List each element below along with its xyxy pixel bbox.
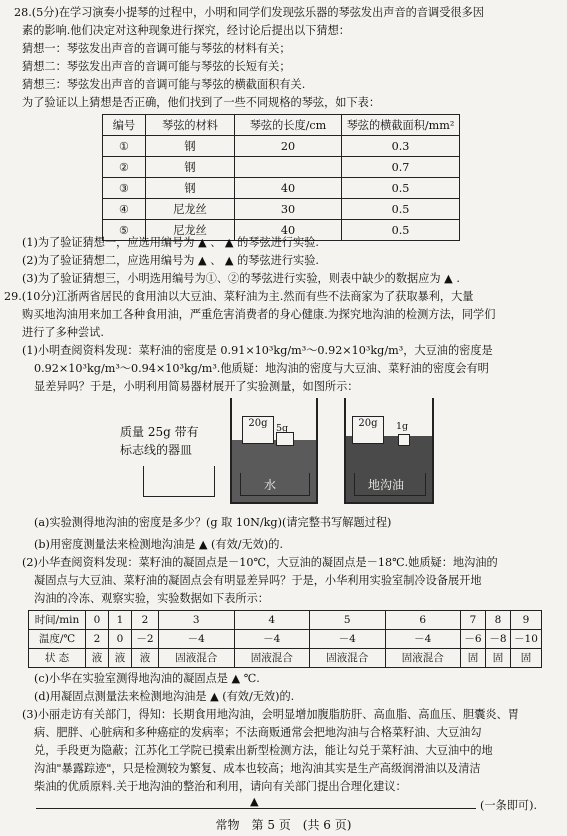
state-cell: 液: [86, 649, 109, 668]
cell-id: ①: [103, 136, 146, 157]
q28-line-2: 素的影响.他们决定对这种现象进行探究，经讨论后提出以下猜想：: [22, 24, 350, 37]
time-cell: 3: [159, 611, 235, 630]
col-header-length: 琴弦的长度/cm: [235, 115, 342, 136]
temp-cell: 2: [86, 630, 109, 649]
cell-id: ②: [103, 157, 146, 178]
q29-p3-line-c: 兑，手段更为隐蔽；江苏化工学院已摸索出新型检测方法，能让勾兑于菜籽油、大豆油中的地: [34, 744, 493, 757]
table-row: [103, 199, 460, 220]
state-cell: 液: [132, 649, 159, 668]
q28-hypothesis-2: 猜想二：琴弦发出声音的音调可能与琴弦的长短有关；: [22, 60, 291, 73]
q29-a: (a)实验测得地沟油的密度是多少？(g 取 10N/kg)(请完整书写解题过程): [34, 516, 392, 529]
cell-length: 40: [235, 178, 342, 199]
q29-p3-line-a: (3)小丽走访有关部门，得知：长期食用地沟油，会明显增加腹脂肪肝、高血脂、高血压、胆囊炎、胃: [22, 708, 519, 721]
water-label: 水: [264, 478, 277, 492]
cell-area: 0.3: [342, 136, 460, 157]
weight-20g-left-label: 20g: [248, 418, 268, 429]
time-cell: 9: [511, 611, 542, 630]
temp-cell: －2: [132, 630, 159, 649]
time-cell: 8: [486, 611, 511, 630]
q28-sub-2: (2)为了验证猜想二，应选用编号为 ▲ 、 ▲ 的琴弦进行实验.: [22, 254, 319, 267]
cell-id: ④: [103, 199, 146, 220]
weight-20g-right-label: 20g: [358, 418, 378, 429]
q29-p2-line-b: 凝固点与大豆油、菜籽油的凝固点会有明显差异吗？于是，小华利用实验室制冷设备展开地: [34, 574, 482, 587]
time-label: 时间/min: [29, 611, 86, 630]
q29-p2-line-a: (2)小华查阅资料发现：菜籽油的凝固点是－10℃，大豆油的凝固点是－18℃.她质疑：地沟油的: [22, 556, 498, 569]
temp-cell: －4: [159, 630, 235, 649]
temp-cell: 0: [109, 630, 132, 649]
cell-material: 钢: [146, 157, 235, 178]
state-cell: 固液混合: [234, 649, 310, 668]
col-header-material: 琴弦的材料: [146, 115, 235, 136]
time-row: [29, 611, 542, 630]
answer-suffix: (一条即可).: [480, 799, 538, 812]
cell-area: 0.5: [342, 178, 460, 199]
q29-p3-line-e: 柴油的优质原料.关于地沟油的整治和利用，请向有关部门提出合理化建议：: [34, 780, 407, 793]
cell-id: ③: [103, 178, 146, 199]
table-header-row: [103, 115, 460, 136]
q29-c: (c)小华在实验室测得地沟油的凝固点是 ▲ ℃.: [34, 672, 260, 685]
weight-20g-left: [242, 416, 274, 444]
cell-area: 0.7: [342, 157, 460, 178]
weight-20g-right: [352, 416, 384, 444]
state-cell: 固: [486, 649, 511, 668]
q28-line-6: 为了验证以上猜想是否正确，他们找到了一些不同规格的琴弦，如下表：: [22, 96, 381, 109]
cell-material: 尼龙丝: [146, 199, 235, 220]
state-label: 状 态: [29, 649, 86, 668]
freeze-data-table: [28, 610, 542, 668]
time-cell: 1: [109, 611, 132, 630]
table-row: [103, 178, 460, 199]
time-cell: 2: [132, 611, 159, 630]
cell-material: 钢: [146, 136, 235, 157]
temp-cell: －4: [385, 630, 461, 649]
oil-beaker: [344, 398, 434, 504]
cell-length: 30: [235, 199, 342, 220]
q29-p1-line-a: (1)小明查阅资料发现：菜籽油的密度是 0.91×10³kg/m³～0.92×10³kg/m³，大豆油的密度是: [22, 344, 493, 357]
q29-d: (d)用凝固点测量法来检测地沟油是 ▲ (有效/无效)的.: [34, 690, 295, 703]
q28-line-1: 28.(5分)在学习演奏小提琴的过程中，小明和同学们发现弦乐器的琴弦发出声音的音调受很多因: [14, 6, 484, 19]
q29-b: (b)用密度测量法来检测地沟油是 ▲ (有效/无效)的.: [34, 538, 284, 551]
water-beaker: [230, 398, 318, 504]
weight-1g: [398, 434, 410, 446]
cell-area: 0.5: [342, 220, 460, 241]
temp-cell: －4: [310, 630, 386, 649]
q29-p3-line-d: 沟油"暴露踪迹"，只是检测较为繁复、成本也较高；地沟油其实是生产高级润滑油以及清洁: [34, 762, 481, 775]
state-cell: 液: [109, 649, 132, 668]
dish-label-2: 标志线的器皿: [120, 443, 193, 457]
q28-sub-1: (1)为了验证猜想一，应选用编号为 ▲ 、 ▲ 的琴弦进行实验.: [22, 236, 319, 249]
q29-line-1: 29.(10分)江浙两省居民的食用油以大豆油、菜籽油为主.然而有些不法商家为了获取暴利，大量: [4, 290, 474, 303]
time-cell: 6: [385, 611, 461, 630]
time-cell: 5: [310, 611, 386, 630]
state-cell: 固液混合: [310, 649, 386, 668]
q29-p1-line-c: 显差异吗？于是，小明利用简易器材展开了实验测量，如图所示：: [34, 380, 359, 393]
temp-cell: －6: [461, 630, 486, 649]
q29-p1-line-b: 0.92×10³kg/m³～0.94×10³kg/m³.他质疑：地沟油的密度与大豆油、菜籽油的密度会有明: [34, 362, 489, 375]
temp-label: 温度/℃: [29, 630, 86, 649]
temp-row: [29, 630, 542, 649]
q29-p3-line-b: 病、肥胖、心脏病和多种癌症的发病率；不法商贩通常会把地沟油与合格菜籽油、大豆油勾: [34, 726, 482, 739]
answer-marker: ▲: [250, 795, 259, 808]
empty-dish: [143, 466, 215, 497]
temp-cell: －4: [234, 630, 310, 649]
weight-5g-label: 5g: [276, 423, 289, 434]
state-cell: 固: [511, 649, 542, 668]
time-cell: 7: [461, 611, 486, 630]
weight-1g-label: 1g: [396, 421, 409, 432]
temp-cell: －8: [486, 630, 511, 649]
cell-area: 0.5: [342, 199, 460, 220]
state-row: [29, 649, 542, 668]
time-cell: 0: [86, 611, 109, 630]
oil-label: 地沟油: [368, 478, 405, 492]
q29-line-2: 购买地沟油用来加工各种食用油，严重危害消费者的身心健康.为探究地沟油的检测方法，同学们: [22, 308, 496, 321]
q28-hypothesis-1: 猜想一：琴弦发出声音的音调可能与琴弦的材料有关；: [22, 42, 291, 55]
time-cell: 4: [234, 611, 310, 630]
q29-line-3: 进行了多种尝试.: [22, 326, 104, 339]
q28-sub-3: (3)为了验证猜想三，小明选用编号为①、②的琴弦进行实验，则表中缺少的数据应为 ▲ .: [22, 272, 460, 285]
dish-label-1: 质量 25g 带有: [120, 425, 199, 439]
temp-cell: －10: [511, 630, 542, 649]
page-footer: 常物 第 5 页 (共 6 页): [215, 818, 352, 832]
q28-hypothesis-3: 猜想三：琴弦发出声音的音调可能与琴弦的横截面积有关.: [22, 78, 306, 91]
cell-length: 20: [235, 136, 342, 157]
col-header-id: 编号: [103, 115, 146, 136]
cell-material: 钢: [146, 178, 235, 199]
state-cell: 固液混合: [385, 649, 461, 668]
cell-length: [235, 157, 342, 178]
table-row: [103, 157, 460, 178]
cell-length: 40: [235, 220, 342, 241]
q29-p2-line-c: 沟油的冷冻、观察实验，实验数据如下表所示：: [34, 592, 269, 605]
cell-material: 尼龙丝: [146, 220, 235, 241]
col-header-area: 琴弦的横截面积/mm²: [342, 115, 460, 136]
table-row: [103, 136, 460, 157]
cell-id: ⑤: [103, 220, 146, 241]
experiment-figure: [0, 394, 567, 512]
string-spec-table: [102, 114, 460, 241]
state-cell: 固液混合: [159, 649, 235, 668]
state-cell: 固: [461, 649, 486, 668]
